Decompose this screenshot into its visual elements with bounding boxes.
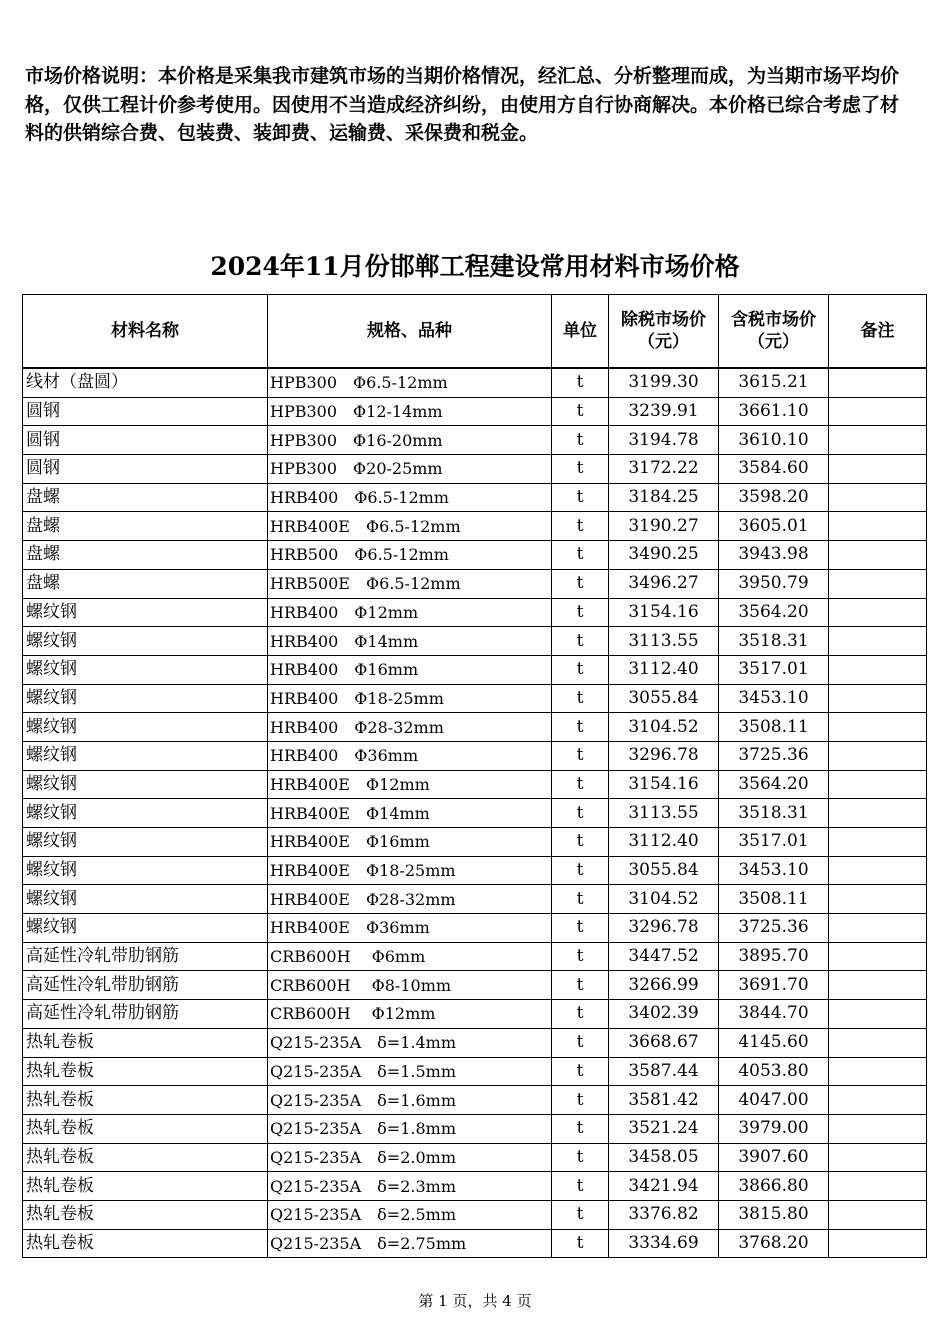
- cell-spec: HRB400 Φ14mm: [268, 627, 552, 656]
- cell-price-inc-tax: 3943.98: [719, 541, 829, 570]
- cell-name: 高延性冷轧带肋钢筋: [23, 1000, 268, 1029]
- cell-name: 高延性冷轧带肋钢筋: [23, 971, 268, 1000]
- cell-spec: Q215-235A δ=1.4mm: [268, 1028, 552, 1057]
- table-row: [23, 455, 927, 484]
- cell-unit: t: [552, 741, 609, 770]
- table-row: [23, 569, 927, 598]
- cell-unit: t: [552, 856, 609, 885]
- cell-unit: t: [552, 426, 609, 455]
- price-notice: 市场价格说明：本价格是采集我市建筑市场的当期价格情况，经汇总、分析整理而成，为当期市场平均价格，仅供工程计价参考使用。因使用不当造成经济纠纷，由使用方自行协商解决。本价格已综合考虑了材料的供销综合费、包装费、装卸费、运输费、采保费和税金。: [25, 65, 900, 144]
- cell-name: 螺纹钢: [23, 713, 268, 742]
- cell-spec: HRB400E Φ16mm: [268, 828, 552, 857]
- cell-name: 线材（盘圆）: [23, 368, 268, 397]
- cell-remark: [829, 799, 927, 828]
- cell-spec: HRB400 Φ28-32mm: [268, 713, 552, 742]
- table-row: [23, 1000, 927, 1029]
- cell-price-ex-tax: 3421.94: [609, 1172, 719, 1201]
- cell-price-ex-tax: 3055.84: [609, 856, 719, 885]
- cell-remark: [829, 655, 927, 684]
- cell-price-inc-tax: 3866.80: [719, 1172, 829, 1201]
- cell-spec: HPB300 Φ20-25mm: [268, 455, 552, 484]
- cell-unit: t: [552, 971, 609, 1000]
- cell-name: 热轧卷板: [23, 1028, 268, 1057]
- header-price-inc-tax: [719, 295, 829, 369]
- cell-unit: t: [552, 397, 609, 426]
- table-row: [23, 1172, 927, 1201]
- cell-price-inc-tax: 3518.31: [719, 799, 829, 828]
- cell-price-ex-tax: 3199.30: [609, 368, 719, 397]
- cell-unit: t: [552, 942, 609, 971]
- cell-price-ex-tax: 3194.78: [609, 426, 719, 455]
- cell-price-inc-tax: 3517.01: [719, 655, 829, 684]
- cell-price-inc-tax: 3725.36: [719, 914, 829, 943]
- cell-remark: [829, 397, 927, 426]
- cell-remark: [829, 1057, 927, 1086]
- cell-name: 热轧卷板: [23, 1229, 268, 1258]
- cell-spec: CRB600H Φ8-10mm: [268, 971, 552, 1000]
- cell-unit: t: [552, 1229, 609, 1258]
- cell-remark: [829, 1200, 927, 1229]
- cell-price-inc-tax: 3517.01: [719, 828, 829, 857]
- cell-unit: t: [552, 1000, 609, 1029]
- cell-unit: t: [552, 1086, 609, 1115]
- cell-price-inc-tax: 3605.01: [719, 512, 829, 541]
- cell-unit: t: [552, 1028, 609, 1057]
- cell-price-ex-tax: 3113.55: [609, 799, 719, 828]
- cell-name: 盘螺: [23, 541, 268, 570]
- cell-price-ex-tax: 3112.40: [609, 655, 719, 684]
- cell-spec: HRB400E Φ18-25mm: [268, 856, 552, 885]
- cell-price-ex-tax: 3055.84: [609, 684, 719, 713]
- cell-price-ex-tax: 3376.82: [609, 1200, 719, 1229]
- cell-price-inc-tax: 3691.70: [719, 971, 829, 1000]
- header-remark: 备注: [829, 295, 927, 369]
- table-row: [23, 741, 927, 770]
- table-row: [23, 914, 927, 943]
- cell-remark: [829, 1114, 927, 1143]
- cell-remark: [829, 541, 927, 570]
- header-price-ex-tax: [609, 295, 719, 369]
- cell-name: 热轧卷板: [23, 1057, 268, 1086]
- cell-remark: [829, 368, 927, 397]
- table-row: [23, 512, 927, 541]
- cell-price-ex-tax: 3104.52: [609, 713, 719, 742]
- cell-spec: Q215-235A δ=2.3mm: [268, 1172, 552, 1201]
- cell-remark: [829, 684, 927, 713]
- cell-price-ex-tax: 3266.99: [609, 971, 719, 1000]
- cell-price-ex-tax: 3581.42: [609, 1086, 719, 1115]
- cell-spec: HRB500 Φ6.5-12mm: [268, 541, 552, 570]
- table-row: [23, 1028, 927, 1057]
- table-row: [23, 885, 927, 914]
- cell-name: 螺纹钢: [23, 799, 268, 828]
- cell-price-ex-tax: 3239.91: [609, 397, 719, 426]
- cell-name: 盘螺: [23, 569, 268, 598]
- table-row: [23, 1200, 927, 1229]
- cell-spec: Q215-235A δ=1.8mm: [268, 1114, 552, 1143]
- cell-price-inc-tax: 3598.20: [719, 483, 829, 512]
- table-row: [23, 1114, 927, 1143]
- cell-name: 圆钢: [23, 426, 268, 455]
- cell-spec: Q215-235A δ=1.6mm: [268, 1086, 552, 1115]
- cell-price-inc-tax: 3564.20: [719, 770, 829, 799]
- cell-price-inc-tax: 3508.11: [719, 885, 829, 914]
- cell-name: 圆钢: [23, 397, 268, 426]
- header-spec: 规格、品种: [268, 295, 552, 369]
- cell-remark: [829, 1143, 927, 1172]
- cell-remark: [829, 483, 927, 512]
- cell-price-ex-tax: 3496.27: [609, 569, 719, 598]
- table-row: [23, 397, 927, 426]
- cell-remark: [829, 1028, 927, 1057]
- cell-price-inc-tax: 3564.20: [719, 598, 829, 627]
- table-row: [23, 856, 927, 885]
- cell-price-inc-tax: 3907.60: [719, 1143, 829, 1172]
- cell-spec: HPB300 Φ12-14mm: [268, 397, 552, 426]
- cell-price-ex-tax: 3402.39: [609, 1000, 719, 1029]
- cell-price-inc-tax: 3615.21: [719, 368, 829, 397]
- cell-unit: t: [552, 598, 609, 627]
- page-title: 2024年11月份邯郸工程建设常用材料市场价格: [210, 252, 740, 281]
- header-unit: 单位: [552, 295, 609, 369]
- cell-unit: t: [552, 455, 609, 484]
- table-row: [23, 713, 927, 742]
- cell-unit: t: [552, 684, 609, 713]
- table-row: [23, 1057, 927, 1086]
- header-price-inc-tax-line2: （元）: [748, 332, 799, 352]
- cell-spec: HRB400E Φ14mm: [268, 799, 552, 828]
- cell-name: 高延性冷轧带肋钢筋: [23, 942, 268, 971]
- cell-remark: [829, 1086, 927, 1115]
- cell-name: 螺纹钢: [23, 627, 268, 656]
- header-price-ex-tax-line1: 除税市场价: [621, 310, 706, 330]
- cell-spec: HPB300 Φ16-20mm: [268, 426, 552, 455]
- cell-remark: [829, 828, 927, 857]
- cell-remark: [829, 426, 927, 455]
- cell-price-ex-tax: 3521.24: [609, 1114, 719, 1143]
- cell-price-inc-tax: 3518.31: [719, 627, 829, 656]
- cell-price-inc-tax: 4053.80: [719, 1057, 829, 1086]
- cell-unit: t: [552, 1114, 609, 1143]
- cell-name: 螺纹钢: [23, 598, 268, 627]
- table-row: [23, 598, 927, 627]
- cell-price-inc-tax: 3768.20: [719, 1229, 829, 1258]
- price-table: [22, 294, 927, 1258]
- cell-unit: t: [552, 483, 609, 512]
- cell-remark: [829, 713, 927, 742]
- header-price-inc-tax-line1: 含税市场价: [731, 310, 816, 330]
- cell-price-inc-tax: 3584.60: [719, 455, 829, 484]
- table-row: [23, 541, 927, 570]
- cell-price-ex-tax: 3154.16: [609, 598, 719, 627]
- cell-spec: HRB400 Φ18-25mm: [268, 684, 552, 713]
- cell-price-ex-tax: 3190.27: [609, 512, 719, 541]
- cell-price-inc-tax: 3815.80: [719, 1200, 829, 1229]
- table-row: [23, 770, 927, 799]
- cell-spec: CRB600H Φ12mm: [268, 1000, 552, 1029]
- cell-price-ex-tax: 3113.55: [609, 627, 719, 656]
- cell-spec: Q215-235A δ=1.5mm: [268, 1057, 552, 1086]
- cell-remark: [829, 1000, 927, 1029]
- table-row: [23, 684, 927, 713]
- cell-remark: [829, 569, 927, 598]
- cell-price-ex-tax: 3668.67: [609, 1028, 719, 1057]
- cell-name: 热轧卷板: [23, 1114, 268, 1143]
- cell-unit: t: [552, 1143, 609, 1172]
- cell-name: 热轧卷板: [23, 1143, 268, 1172]
- table-row: [23, 799, 927, 828]
- cell-price-inc-tax: 3610.10: [719, 426, 829, 455]
- cell-spec: Q215-235A δ=2.5mm: [268, 1200, 552, 1229]
- cell-unit: t: [552, 799, 609, 828]
- cell-unit: t: [552, 569, 609, 598]
- cell-spec: HRB400E Φ36mm: [268, 914, 552, 943]
- cell-name: 螺纹钢: [23, 684, 268, 713]
- cell-remark: [829, 1229, 927, 1258]
- cell-unit: t: [552, 1172, 609, 1201]
- table-row: [23, 1143, 927, 1172]
- cell-spec: CRB600H Φ6mm: [268, 942, 552, 971]
- cell-remark: [829, 627, 927, 656]
- cell-unit: t: [552, 885, 609, 914]
- cell-name: 螺纹钢: [23, 828, 268, 857]
- cell-price-ex-tax: 3172.22: [609, 455, 719, 484]
- table-row: [23, 1229, 927, 1258]
- table-row: [23, 368, 927, 397]
- cell-price-inc-tax: 4047.00: [719, 1086, 829, 1115]
- table-row: [23, 426, 927, 455]
- cell-spec: HRB400 Φ36mm: [268, 741, 552, 770]
- cell-price-inc-tax: 3508.11: [719, 713, 829, 742]
- cell-spec: HRB400E Φ6.5-12mm: [268, 512, 552, 541]
- cell-price-ex-tax: 3458.05: [609, 1143, 719, 1172]
- table-row: [23, 971, 927, 1000]
- cell-unit: t: [552, 713, 609, 742]
- cell-unit: t: [552, 1200, 609, 1229]
- cell-name: 盘螺: [23, 512, 268, 541]
- cell-price-ex-tax: 3447.52: [609, 942, 719, 971]
- cell-price-inc-tax: 4145.60: [719, 1028, 829, 1057]
- cell-name: 螺纹钢: [23, 885, 268, 914]
- cell-unit: t: [552, 541, 609, 570]
- cell-name: 盘螺: [23, 483, 268, 512]
- table-row: [23, 627, 927, 656]
- cell-name: 热轧卷板: [23, 1200, 268, 1229]
- cell-price-inc-tax: 3979.00: [719, 1114, 829, 1143]
- header-price-ex-tax-line2: （元）: [638, 332, 689, 352]
- cell-spec: HRB500E Φ6.5-12mm: [268, 569, 552, 598]
- cell-spec: Q215-235A δ=2.0mm: [268, 1143, 552, 1172]
- cell-unit: t: [552, 914, 609, 943]
- cell-remark: [829, 770, 927, 799]
- cell-name: 螺纹钢: [23, 655, 268, 684]
- cell-name: 螺纹钢: [23, 856, 268, 885]
- cell-unit: t: [552, 512, 609, 541]
- cell-remark: [829, 942, 927, 971]
- page-footer: 第 1 页，共 4 页: [418, 1292, 532, 1310]
- table-row: [23, 942, 927, 971]
- cell-price-inc-tax: 3950.79: [719, 569, 829, 598]
- cell-name: 螺纹钢: [23, 741, 268, 770]
- table-header: [23, 295, 927, 369]
- table-row: [23, 483, 927, 512]
- cell-spec: HRB400 Φ12mm: [268, 598, 552, 627]
- cell-remark: [829, 885, 927, 914]
- cell-spec: HRB400 Φ16mm: [268, 655, 552, 684]
- cell-remark: [829, 1172, 927, 1201]
- cell-price-ex-tax: 3334.69: [609, 1229, 719, 1258]
- cell-remark: [829, 598, 927, 627]
- cell-price-ex-tax: 3112.40: [609, 828, 719, 857]
- cell-remark: [829, 512, 927, 541]
- table-body: [23, 368, 927, 1258]
- cell-unit: t: [552, 770, 609, 799]
- cell-price-inc-tax: 3725.36: [719, 741, 829, 770]
- cell-remark: [829, 856, 927, 885]
- cell-price-inc-tax: 3453.10: [719, 856, 829, 885]
- cell-price-ex-tax: 3296.78: [609, 914, 719, 943]
- cell-remark: [829, 914, 927, 943]
- cell-unit: t: [552, 368, 609, 397]
- cell-price-inc-tax: 3844.70: [719, 1000, 829, 1029]
- cell-price-ex-tax: 3104.52: [609, 885, 719, 914]
- cell-unit: t: [552, 655, 609, 684]
- cell-name: 热轧卷板: [23, 1086, 268, 1115]
- cell-remark: [829, 741, 927, 770]
- table-row: [23, 1086, 927, 1115]
- cell-price-inc-tax: 3895.70: [719, 942, 829, 971]
- cell-price-ex-tax: 3296.78: [609, 741, 719, 770]
- cell-spec: HPB300 Φ6.5-12mm: [268, 368, 552, 397]
- cell-name: 螺纹钢: [23, 770, 268, 799]
- cell-spec: HRB400E Φ28-32mm: [268, 885, 552, 914]
- cell-spec: Q215-235A δ=2.75mm: [268, 1229, 552, 1258]
- cell-name: 圆钢: [23, 455, 268, 484]
- table-row: [23, 655, 927, 684]
- table-row: [23, 828, 927, 857]
- cell-remark: [829, 455, 927, 484]
- cell-spec: HRB400E Φ12mm: [268, 770, 552, 799]
- cell-price-ex-tax: 3490.25: [609, 541, 719, 570]
- cell-price-ex-tax: 3587.44: [609, 1057, 719, 1086]
- cell-spec: HRB400 Φ6.5-12mm: [268, 483, 552, 512]
- cell-name: 螺纹钢: [23, 914, 268, 943]
- cell-unit: t: [552, 627, 609, 656]
- cell-price-inc-tax: 3661.10: [719, 397, 829, 426]
- cell-unit: t: [552, 1057, 609, 1086]
- cell-name: 热轧卷板: [23, 1172, 268, 1201]
- cell-price-inc-tax: 3453.10: [719, 684, 829, 713]
- cell-unit: t: [552, 828, 609, 857]
- cell-price-ex-tax: 3184.25: [609, 483, 719, 512]
- cell-remark: [829, 971, 927, 1000]
- header-name: 材料名称: [23, 295, 268, 369]
- cell-price-ex-tax: 3154.16: [609, 770, 719, 799]
